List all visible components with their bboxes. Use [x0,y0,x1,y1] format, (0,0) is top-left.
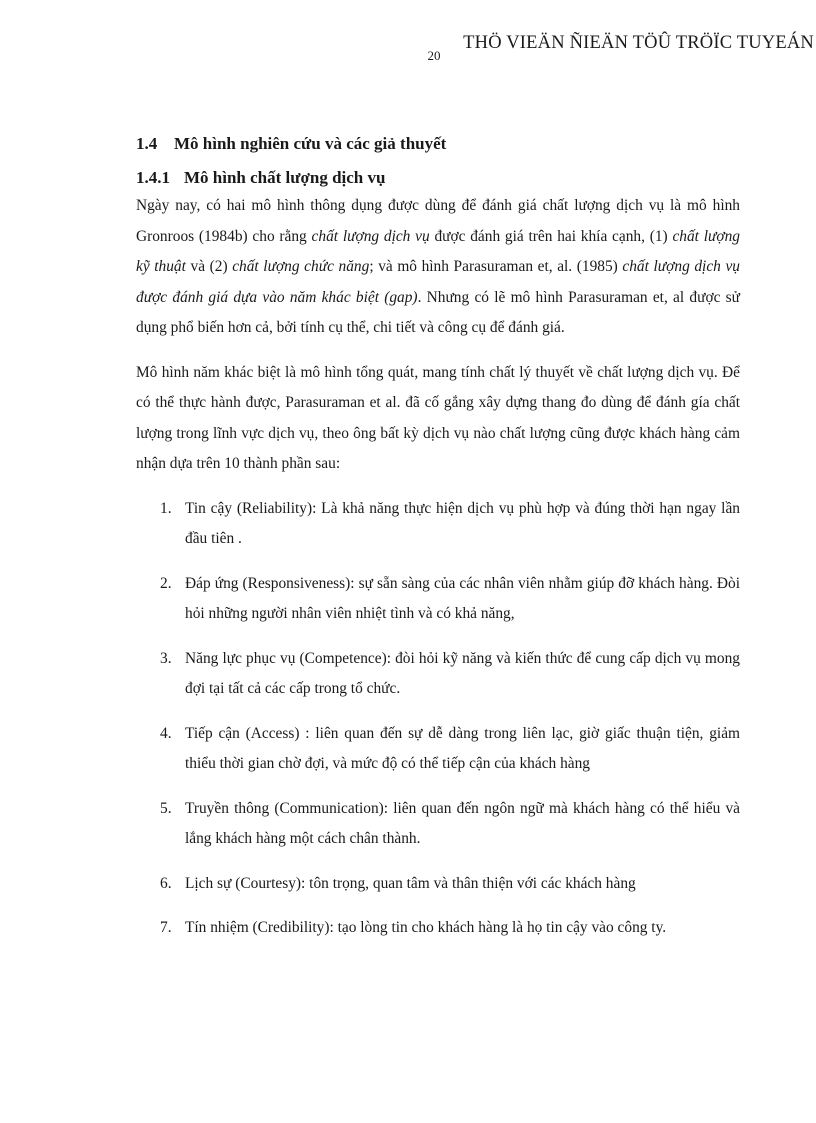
subsection-title: Mô hình chất lượng dịch vụ [184,168,386,187]
list-number: 4. [160,724,172,742]
list-item [136,569,740,630]
text-run: ; và mô hình Parasuraman et, al. (1985) [369,258,623,275]
list-text: Tiếp cận (Access) : liên quan đến sự dễ dàng trong liên lạc, giờ giấc thuận tiện, giảm thiểu thời gian chờ đợi, và mức độ có thể tiếp cận của khách hàng [185,724,740,772]
text-run: Ngày nay, có hai mô hình thông dụng được dùng để đánh giá chất lượng dịch vụ là mô hình Gronroos (1984b) cho rằng [136,197,740,245]
list-number: 2. [160,574,172,592]
text-run: và (2) [185,258,233,275]
list-text: Truyền thông (Communication): liên quan đến ngôn ngữ mà khách hàng có thể hiểu và lắng khách hàng một cách chân thành. [185,799,740,847]
subsection-heading [136,166,740,190]
list-item [136,869,740,900]
model-paragraph: Mô hình năm khác biệt là mô hình tổng quát, mang tính chất lý thuyết về chất lượng dịch vụ. Để có thể thực hành được, Parasuraman et al. đã cố gắng xây dựng thang đo dùng để đánh gía chất lượng trong lĩnh vực dịch vụ, theo ông bất kỳ dịch vụ nào chất lượng cũng được khách hàng cảm nhận dựa trên 10 thành phần sau: [136,363,740,472]
list-text: Tín nhiệm (Credibility): tạo lòng tin cho khách hàng là họ tin cậy vào công ty. [185,919,667,936]
italic-term: chất lượng chức năng [232,258,370,275]
text-run: . Nhưng có lẽ mô hình Parasuraman et, al được sử dụng phổ biến hơn cả, bởi tính cụ thể, chi tiết và công cụ để đánh giá. [136,288,740,336]
library-watermark: THÖ VIEÄN ÑIEÄN TÖÛ TRÖÏC TUYEÁN [463,33,814,53]
list-text: Năng lực phục vụ (Competence): đòi hỏi kỹ năng và kiến thức để cung cấp dịch vụ mong đợi tại tất cả các cấp trong tổ chức. [185,649,740,697]
list-item [136,794,740,855]
list-item [136,644,740,705]
list-number: 6. [160,874,172,892]
list-number: 7. [160,919,172,936]
page-content [136,132,740,958]
list-number: 1. [160,499,172,517]
italic-term: chất lượng kỹ thuật [136,227,741,275]
section-heading [136,132,740,156]
list-number: 5. [160,799,172,817]
intro-paragraph [136,191,740,344]
section-title: Mô hình nghiên cứu và các giả thuyết [174,134,447,153]
subsection-number: 1.4.1 [136,168,170,187]
list-item [136,719,740,780]
page-number: 20 [427,48,441,63]
list-text: Tin cậy (Reliability): Là khả năng thực hiện dịch vụ phù hợp và đúng thời hạn ngay lần đầu tiên . [185,499,740,547]
section-number: 1.4 [136,134,158,153]
text-run: được đánh giá trên hai khía cạnh, (1) [429,227,673,245]
italic-term: chất lượng dịch vụ [311,227,430,245]
quality-components-list [136,494,740,944]
list-item [136,494,740,555]
italic-term: chất lượng dịch vụ được đánh giá dựa vào năm khác biệt (gap) [136,258,740,306]
list-number: 3. [160,649,172,667]
list-text: Đáp ứng (Responsiveness): sự sẵn sàng của các nhân viên nhằm giúp đỡ khách hàng. Đòi hỏi những người nhân viên nhiệt tình và có khả năng, [185,574,740,622]
list-item [136,913,740,944]
list-text: Lịch sự (Courtesy): tôn trọng, quan tâm và thân thiện với các khách hàng [185,874,636,892]
